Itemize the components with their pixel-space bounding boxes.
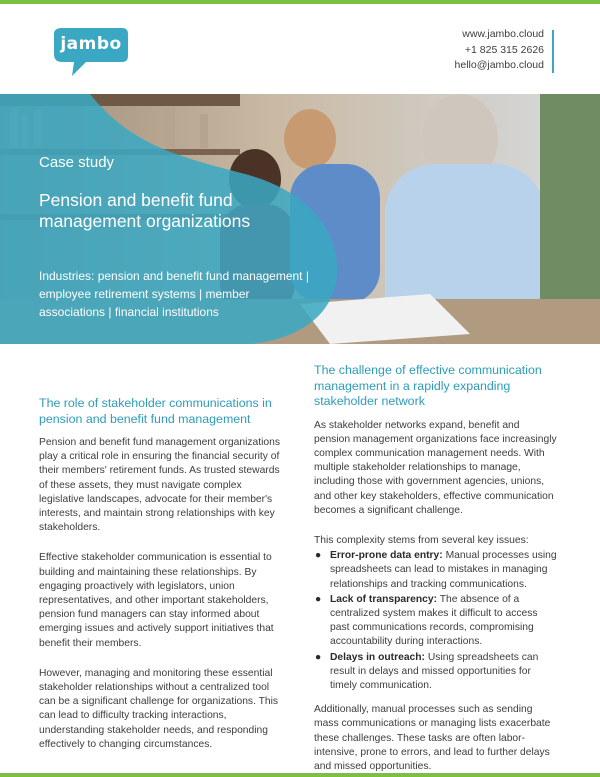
left-column — [39, 396, 288, 768]
hero-banner — [0, 94, 600, 344]
phone-number[interactable]: +1 825 315 2626 — [464, 43, 544, 56]
left-paragraph-2: Effective stakeholder communication is essential to building and maintaining these relationships. By engaging proactively with legislators, union representatives, and other important stakeholders, pension fund managers can stay informed about emerging issues and actively support initiatives that benefit their members. — [39, 552, 274, 649]
page-title: Pension and benefit fund management organizations — [39, 190, 251, 231]
bullet-icon: ● — [315, 550, 322, 562]
bullet-icon: ● — [315, 651, 322, 663]
bullet-term: Error-prone data entry: — [330, 550, 443, 562]
bullet-text: Manual processes using spreadsheets can lead to mistakes in managing relationships and tracking communications. — [330, 550, 557, 590]
right-paragraph-1: As stakeholder networks expand, benefit and pension management organizations face increasingly complex communication management needs. With multiple stakeholder relationships to manage, including those with government agencies, unions, and other key stakeholders, effective communication becomes a significant challenge. — [314, 419, 557, 516]
list-item — [314, 593, 557, 650]
right-column — [314, 363, 557, 774]
contact-block — [455, 27, 544, 74]
right-paragraph-2: Additionally, manual processes such as sending mass communications or managing lists exacerbate these challenges. These tasks are often labor-intensive, prone to errors, and lead to further delays and missed opportunities. — [314, 704, 551, 772]
issues-lead: This complexity stems from several key issues: — [314, 534, 529, 546]
industries-text: Industries: pension and benefit fund management | employee retirement systems | member associations | financial institutions — [39, 269, 309, 319]
list-item — [314, 651, 557, 694]
top-accent-bar — [0, 0, 600, 4]
right-heading: The challenge of effective communication management in a rapidly expanding stakeholder network — [314, 363, 542, 408]
issues-list — [314, 549, 557, 693]
bullet-text: The absence of a centralized system makes it difficult to access past communications records, compromising accountability during interactions. — [330, 593, 538, 648]
jambo-logo — [52, 26, 130, 78]
bullet-term: Delays in outreach: — [330, 651, 425, 663]
bottom-accent-bar — [0, 773, 600, 777]
contact-divider — [552, 30, 554, 73]
bullet-text: Using spreadsheets can result in delays and missed opportunities for timely communication. — [330, 651, 539, 691]
bullet-icon: ● — [315, 593, 322, 605]
list-item — [314, 549, 557, 592]
left-heading: The role of stakeholder communications in pension and benefit fund management — [39, 396, 272, 426]
website-link[interactable]: www.jambo.cloud — [462, 28, 544, 40]
logo-wordmark: jambo — [60, 34, 122, 54]
left-paragraph-3: However, managing and monitoring these essential stakeholder relationships without a centralized tool can be a significant challenge for organizations. This can lead to difficulty tracking interactions, understanding stakeholder needs, and responding effectively to changing circumstances. — [39, 667, 279, 750]
bullet-term: Lack of transparency: — [330, 593, 438, 605]
case-study-label: Case study — [39, 154, 115, 171]
email-link[interactable]: hello@jambo.cloud — [454, 59, 544, 71]
left-paragraph-1: Pension and benefit fund management organizations play a critical role in ensuring the financial security of their members' retirement funds. As trusted stewards of these assets, they must navigate complex legislative landscapes, advocate for their member's interests, and maintain strong relationships with key stakeholders. — [39, 437, 281, 534]
